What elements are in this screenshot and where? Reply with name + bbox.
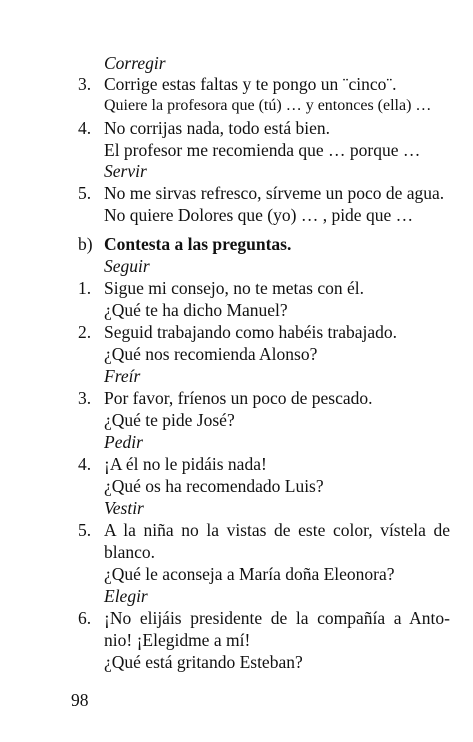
line-text: El profesor me recomienda que … porque … [104, 140, 421, 160]
item-number: 3. [78, 74, 92, 94]
item-number: b) [78, 234, 93, 254]
line-text: ¿Qué está gritando Esteban? [104, 652, 303, 672]
verb-heading: Vestir [104, 498, 144, 518]
line-text: No me sirvas refresco, sírveme un poco de agua. [104, 183, 445, 203]
verb-heading: Freír [104, 366, 141, 386]
line-text: A la niña no la vistas de este color, vístela de [104, 520, 450, 540]
line-text: ¿Qué te pide José? [104, 410, 235, 430]
verb-heading: Servir [104, 161, 147, 181]
line-text: Sigue mi consejo, no te metas con él. [104, 278, 365, 298]
verb-heading: Corregir [104, 53, 166, 73]
line-text: No corrijas nada, todo está bien. [104, 118, 330, 138]
line-text: ¿Qué le aconseja a María doña Eleonora? [104, 564, 395, 584]
line-text: ¡A él no le pidáis nada! [104, 454, 267, 474]
section-heading: Contesta a las preguntas. [104, 234, 292, 254]
verb-heading: Elegir [104, 586, 148, 606]
line-text: ¡No elijáis presidente de la compañía a Anto- [104, 608, 450, 628]
item-number: 4. [78, 454, 92, 474]
line-text: Corrige estas faltas y te pongo un ¨cinco¨. [104, 74, 397, 94]
verb-heading: Seguir [104, 256, 150, 276]
line-text: Seguid trabajando como habéis trabajado. [104, 322, 398, 342]
item-number: 4. [78, 118, 92, 138]
line-text: Quiere la profesora que (tú) … y entonces (ella) … [104, 97, 432, 114]
item-number: 3. [78, 388, 92, 408]
line-text: nio! ¡Elegidme a mí! [104, 630, 251, 650]
item-number: 2. [78, 322, 92, 342]
line-text: blanco. [104, 542, 156, 562]
item-number: 5. [78, 520, 92, 540]
line-text: ¿Qué te ha dicho Manuel? [104, 300, 288, 320]
item-number: 5. [78, 183, 92, 203]
line-text: No quiere Dolores que (yo) … , pide que … [104, 205, 414, 225]
verb-heading: Pedir [104, 432, 143, 452]
page-number: 98 [71, 690, 89, 710]
line-text: Por favor, fríenos un poco de pescado. [104, 388, 373, 408]
line-text: ¿Qué os ha recomendado Luis? [104, 476, 324, 496]
item-number: 6. [78, 608, 92, 628]
line-text: ¿Qué nos recomienda Alonso? [104, 344, 318, 364]
item-number: 1. [78, 278, 92, 298]
